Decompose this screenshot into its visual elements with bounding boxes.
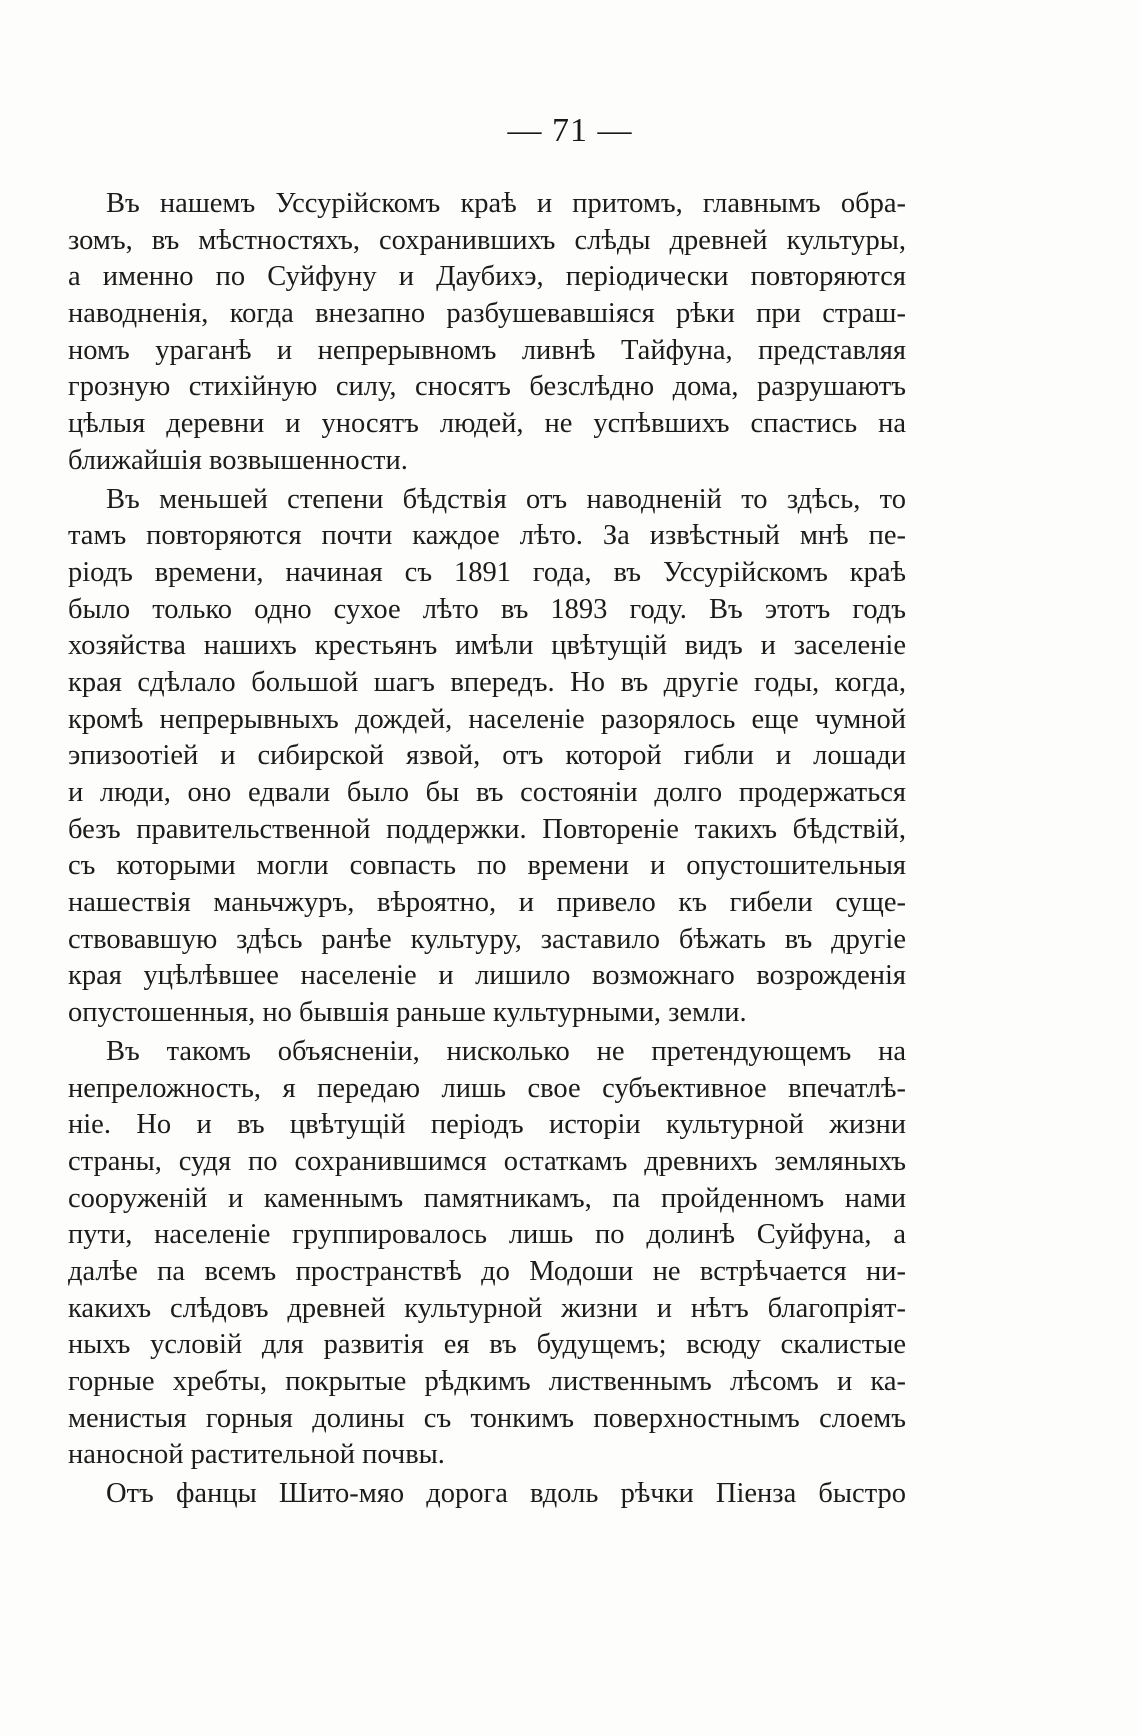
text-line: непреложность, я передаю лишь свое субъективное впечатлѣ-	[68, 1072, 906, 1104]
text-line: наводненія, когда внезапно разбушевавшіяся рѣки при страш-	[68, 298, 906, 330]
text-line: Въ меньшей степени бѣдствія отъ наводненій то здѣсь, то	[106, 483, 906, 515]
text-line: хозяйства нашихъ крестьянъ имѣли цвѣтущій видъ и заселеніе	[68, 630, 906, 662]
paragraph	[68, 1476, 906, 1513]
text-line: пути, населеніе группировалось лишь по долинѣ Суйфуна, а	[68, 1219, 906, 1251]
paragraph	[68, 482, 906, 1032]
text-line: края сдѣлало большой шагъ впередъ. Но въ другіе годы, когда,	[68, 666, 906, 698]
text-line: эпизоотіей и сибирской язвой, отъ которой гибли и лошади	[68, 740, 906, 772]
text-line: Отъ фанцы Шито-мяо дорога вдоль рѣчки Піенза быстро	[106, 1478, 906, 1510]
text-line: ріодъ времени, начиная съ 1891 года, въ Уссурійскомъ краѣ	[68, 556, 906, 588]
page-number: — 71 —	[507, 112, 633, 149]
text-line: наносной растительной почвы.	[68, 1439, 445, 1471]
text-line: страны, судя по сохранившимся остаткамъ древнихъ земляныхъ	[68, 1145, 906, 1177]
body-text	[68, 186, 906, 1513]
text-line: было только одно сухое лѣто въ 1893 году. Въ этотъ годъ	[68, 593, 906, 625]
text-line: ствовавшую здѣсь ранѣе культуру, заставило бѣжать въ другіе	[68, 923, 906, 955]
text-line: ближайшія возвышенности.	[68, 444, 408, 476]
text-line: сооруженій и каменнымъ памятникамъ, па пройденномъ нами	[68, 1182, 906, 1214]
text-line: а именно по Суйфуну и Даубихэ, періодически повторяются	[68, 261, 906, 293]
text-line: съ которыми могли совпасть по времени и опустошительныя	[68, 850, 906, 882]
text-line: края уцѣлѣвшее населеніе и лишило возможнаго возрожденія	[68, 960, 906, 992]
text-line: какихъ слѣдовъ древней культурной жизни и нѣтъ благопріят-	[68, 1292, 906, 1324]
text-line: и люди, оно едвали было бы въ состояніи долго продержаться	[68, 777, 906, 808]
text-line: опустошенныя, но бывшія раньше культурными, земли.	[68, 997, 747, 1029]
text-line: кромѣ непрерывныхъ дождей, населеніе разорялось еще чумной	[68, 703, 906, 735]
text-line: грозную стихійную силу, сносятъ безслѣдно дома, разрушаютъ	[68, 371, 906, 403]
text-line: ніе. Но и въ цвѣтущій періодъ исторіи культурной жизни	[68, 1109, 906, 1141]
text-line: далѣе па всемъ пространствѣ до Модоши не встрѣчается ни-	[68, 1255, 906, 1287]
paragraph	[68, 1034, 906, 1474]
text-line: Въ такомъ объясненіи, нисколько не претендующемъ на	[106, 1035, 906, 1067]
text-line: тамъ повторяются почти каждое лѣто. За извѣстный мнѣ пе-	[68, 520, 906, 552]
text-line: Въ нашемъ Уссурійскомъ краѣ и притомъ, главнымъ обра-	[106, 188, 906, 219]
paragraph	[68, 186, 906, 480]
text-line: нашествія маньчжуръ, вѣроятно, и привело къ гибели суще-	[68, 887, 906, 919]
text-line: безъ правительственной поддержки. Повтореніе такихъ бѣдствій,	[68, 813, 906, 845]
text-line: горные хребты, покрытые рѣдкимъ лиственнымъ лѣсомъ и ка-	[68, 1366, 906, 1397]
text-line: номъ ураганѣ и непрерывномъ ливнѣ Тайфуна, представляя	[68, 334, 906, 366]
text-line: зомъ, въ мѣстностяхъ, сохранившихъ слѣды древней культуры,	[68, 224, 906, 256]
text-line: ныхъ условій для развитія ея въ будущемъ; всюду скалистые	[68, 1329, 906, 1361]
text-line: цѣлыя деревни и уносятъ людей, не успѣвшихъ спастись на	[68, 408, 906, 440]
text-line: менистыя горныя долины съ тонкимъ поверхностнымъ слоемъ	[68, 1402, 906, 1434]
